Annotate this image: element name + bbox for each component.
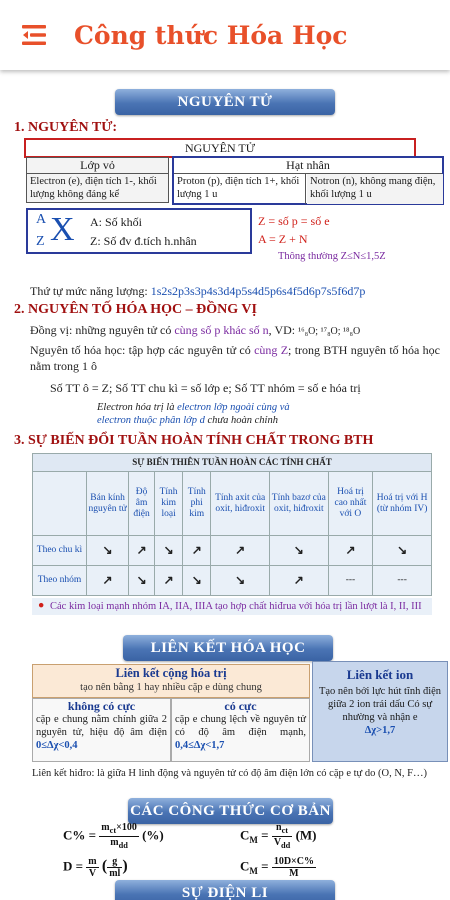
proton-text: Proton (p), điện tích 1+, khối lượng 1 u (174, 174, 306, 204)
periodic-trends-table (32, 453, 432, 596)
banner-nguyen-tu: NGUYÊN TỬ (115, 89, 335, 115)
eq-a: A = Z + N (258, 232, 308, 246)
cm-lhs: C (240, 827, 250, 843)
ion-box (312, 661, 448, 762)
dong-vi-text (30, 322, 440, 340)
c-percent-den-sub: dd (118, 841, 128, 850)
col-header: Tính phi kim (183, 472, 211, 536)
formula-cm-2 (240, 856, 316, 879)
atom-box (24, 138, 416, 158)
col-header: Tính bazơ của oxit, hiđroxit (270, 472, 329, 536)
formula-d: D = $\frac{m}{V}$ ( $\frac{g}{ml}$ ) (63, 856, 128, 879)
symbol-z: Z (36, 234, 45, 249)
cong-hoa-tri-sub: tạo nên bằng 1 hay nhiều cặp e dùng chung (80, 682, 262, 693)
cm-eq: = (257, 827, 269, 843)
cm-num-sub: ct (281, 826, 289, 835)
cm-den-sub: dd (281, 841, 291, 850)
ion-condition: Δχ>1,7 (364, 725, 396, 736)
trend-cell: ↗ (270, 566, 329, 596)
cm-fraction (272, 822, 293, 851)
trend-cell: ↗ (129, 536, 155, 566)
banner-lien-ket: LIÊN KẾT HÓA HỌC (123, 635, 333, 661)
trend-cell: ↘ (211, 566, 270, 596)
cong-hoa-tri-box (32, 664, 310, 698)
hidro-text: Liên kết hiđro: là giữa H linh động và nguyên tử có độ âm điện lớn có cặp e tự do (O, N, F…) (32, 768, 428, 779)
atom-box-title: NGUYÊN TỬ (184, 141, 256, 155)
cm2-den: M (289, 868, 299, 879)
cm2-fraction (272, 856, 316, 879)
cong-hoa-tri-title: Liên kết cộng hóa trị (115, 666, 227, 680)
section-2-title: 2. NGUYÊN TỐ HÓA HỌC – ĐỒNG VỊ (14, 302, 257, 317)
app-title: Công thức Hóa Học (74, 20, 348, 50)
trend-cell: ↗ (328, 536, 373, 566)
khong-cuc-range: 0≤Δχ<0,4 (36, 740, 78, 751)
formula-cm (240, 822, 317, 851)
nuclide-symbol-box (26, 208, 252, 254)
e-hoa-tri-part-3: electron thuộc phân lớp d (97, 415, 205, 426)
symbol-a: A (36, 212, 47, 227)
trend-cell: ↗ (183, 536, 211, 566)
cm-sub: M (249, 835, 258, 846)
d-lhs: D = (63, 858, 84, 874)
co-cuc-range: 0,4≤Δχ<1,7 (175, 740, 225, 751)
a-label: A: Số khối (90, 215, 143, 229)
e-hoa-tri-part-2: electron lớp ngoài cùng và (177, 402, 290, 413)
lop-vo-title: Lớp vỏ (27, 158, 168, 174)
c-percent-num-sub: ct (109, 826, 117, 835)
dong-vi-part-1: Đồng vị: những nguyên tử có (30, 323, 175, 337)
lop-vo-box (26, 157, 169, 203)
co-cuc-text (172, 713, 309, 752)
d-den: V (88, 868, 97, 879)
trend-cell: ↘ (86, 536, 128, 566)
trend-cell: ↘ (129, 566, 155, 596)
c-percent-unit: (%) (142, 827, 164, 843)
cm2-num: 10D×C% (273, 856, 314, 867)
trend-cell: ↗ (86, 566, 128, 596)
ion-text: Tạo nên bởi lực hút tĩnh điện giữa 2 ion trái dấu Có sự nhường và nhận e (318, 686, 442, 723)
trend-cell: ↗ (155, 566, 183, 596)
c-percent-fraction (99, 822, 139, 851)
co-cuc-title: có cực (224, 699, 257, 713)
eq-z: Z = số p = số e (258, 214, 330, 228)
trend-cell: ↗ (211, 536, 270, 566)
c-percent-num-tail: ×100 (116, 822, 137, 833)
khong-cuc-desc: cặp e chung nằm chính giữa 2 nguyên tử, hiệu độ âm điện (36, 714, 167, 738)
menu-icon (20, 22, 48, 48)
e-hoa-tri-text (97, 401, 357, 427)
row-header: Theo nhóm (33, 566, 87, 596)
formula-c-percent (63, 822, 164, 851)
trend-cell: ↘ (270, 536, 329, 566)
section-1-title: 1. NGUYÊN TỬ: (14, 120, 118, 135)
hat-nhan-title: Hạt nhân (174, 158, 442, 174)
c-percent-lhs: C% = (63, 827, 97, 843)
table-row (33, 566, 432, 596)
nguyen-to-text (30, 342, 440, 374)
cm-den: V (273, 837, 282, 848)
c-percent-num: m (101, 822, 110, 833)
so-tt-text: Số TT ô = Z; Số TT chu kì = số lớp e; Số TT nhóm = số e hóa trị (50, 381, 361, 395)
energy-order (30, 283, 365, 299)
cm2-lhs: C (240, 858, 250, 874)
hidrua-note (32, 598, 432, 615)
trend-cell: ↘ (373, 536, 432, 566)
khong-cuc-text (33, 713, 170, 752)
eq-n: Thông thường Z≤N≤1,5Z (278, 251, 386, 262)
trend-cell: --- (373, 566, 432, 596)
banner-dien-li: SỰ ĐIỆN LI (115, 880, 335, 900)
cm-unit: (M) (295, 827, 317, 843)
c-percent-den: m (110, 837, 119, 848)
col-header: Tính kim loại (155, 472, 183, 536)
d-fraction (86, 856, 98, 879)
trend-cell: ↘ (183, 566, 211, 596)
nguyen-to-part-2: cùng Z (254, 343, 289, 357)
dong-vi-part-3: , VD: (268, 323, 299, 337)
nguyen-to-part-1: Nguyên tố hóa học: tập hợp các nguyên tử có (30, 343, 255, 357)
d-unit-fraction (107, 856, 122, 879)
cm2-eq: = (257, 858, 269, 874)
table-corner (33, 472, 87, 536)
table-row (33, 536, 432, 566)
symbol-x: X (50, 211, 75, 248)
app-bar (0, 0, 450, 70)
row-header: Theo chu kì (33, 536, 87, 566)
dong-vi-example: ¹⁶₈O; ¹⁷₈O; ¹⁸₈O (298, 326, 361, 337)
ion-title: Liên kết ion (346, 667, 414, 682)
banner-cong-thuc: CÁC CÔNG THỨC CƠ BẢN (128, 798, 333, 824)
e-hoa-tri-part-4: chưa hoàn chỉnh (204, 415, 278, 426)
dong-vi-part-2: cùng số p khác số n (174, 323, 269, 337)
e-hoa-tri-part-1: Electron hóa trị là (97, 402, 178, 413)
d-num: m (88, 856, 97, 867)
trend-cell: ↘ (155, 536, 183, 566)
section-3-title: 3. SỰ BIẾN ĐỔI TUẦN HOÀN TÍNH CHẤT TRONG BTH (14, 433, 374, 448)
energy-order-label: Thứ tự mức năng lượng: (30, 284, 151, 298)
col-header: Hoá trị cao nhất với O (328, 472, 373, 536)
col-header: Bán kính nguyên tử (86, 472, 128, 536)
co-cuc-desc: cặp e chung lệch về nguyên tử có độ âm điện mạnh, (175, 714, 306, 738)
notron-text: Notron (n), không mang điện, khối lượng 1 u (307, 174, 443, 204)
d-unit-den: ml (109, 868, 121, 879)
cm-num: n (276, 822, 282, 833)
col-header: Hoá trị với H (từ nhóm IV) (373, 472, 432, 536)
bullet-icon: ● (38, 600, 45, 611)
cm2-sub: M (249, 866, 258, 877)
trend-cell: --- (328, 566, 373, 596)
col-header: Độ âm điện (129, 472, 155, 536)
hidrua-note-text: Các kim loại mạnh nhóm IA, IIA, IIIA tạo hợp chất hiđrua với hóa trị lần lượt là I, II, III (50, 601, 422, 612)
energy-order-value: 1s2s2p3s3p4s3d4p5s4d5p6s4f5d6p7s5f6d7p (150, 284, 366, 298)
z-label: Z: Số đv đ.tích h.nhân (90, 234, 197, 248)
menu-button[interactable] (14, 15, 54, 55)
content-image[interactable] (0, 70, 450, 900)
nguyen-to-part-3: ; trong BTH nguyên tố hóa học nằm trong 1 ô (30, 343, 440, 373)
khong-cuc-title: không có cực (67, 699, 136, 713)
lop-vo-text: Electron (e), điện tích 1-, khối lượng không đáng kể (30, 176, 157, 200)
table-title: SỰ BIẾN THIÊN TUẦN HOÀN CÁC TÍNH CHẤT (33, 454, 432, 472)
co-cuc-box (171, 698, 310, 762)
d-unit-num: g (107, 856, 122, 868)
col-header: Tính axit của oxit, hiđroxit (211, 472, 270, 536)
khong-cuc-box (32, 698, 171, 762)
hat-nhan-box (172, 156, 444, 205)
